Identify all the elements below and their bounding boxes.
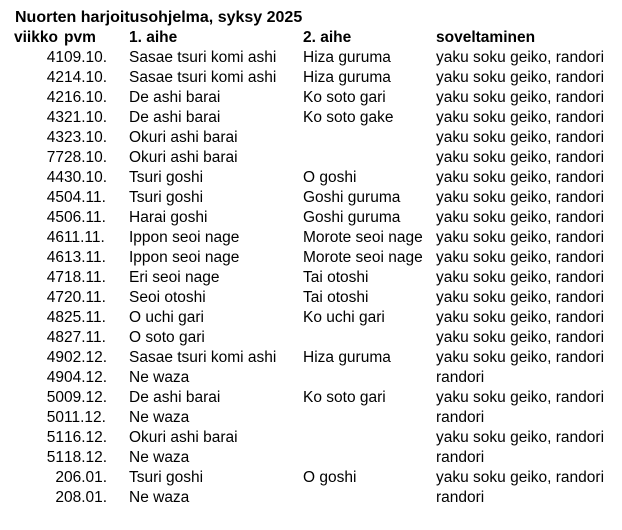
- table-row: [14, 288, 608, 308]
- table-row: [14, 348, 608, 368]
- cell-topic1: Okuri ashi barai: [129, 429, 238, 446]
- cell-week: 41: [46, 49, 64, 66]
- cell-week: 43: [46, 109, 64, 126]
- table-row: [14, 248, 608, 268]
- cell-date: 11.12.: [64, 409, 106, 426]
- cell-date: 20.11.: [64, 289, 106, 306]
- cell-week: 44: [46, 169, 64, 186]
- cell-topic2: Hiza guruma: [303, 69, 391, 86]
- schedule-title: Nuorten harjoitusohjelma, syksy 2025: [15, 9, 303, 26]
- cell-application: yaku soku geiko, randori: [436, 149, 605, 166]
- cell-application: randori: [436, 489, 485, 506]
- cell-topic1: Ippon seoi nage: [129, 229, 240, 246]
- cell-topic2: Ko soto gake: [303, 109, 394, 126]
- table-row: [14, 188, 608, 208]
- cell-topic1: Okuri ashi barai: [129, 129, 238, 146]
- cell-week: 51: [46, 429, 64, 446]
- cell-application: yaku soku geiko, randori: [436, 129, 605, 146]
- cell-topic2: [303, 328, 436, 348]
- table-row: [14, 208, 608, 228]
- cell-date: 09.10.: [64, 49, 108, 66]
- cell-application: yaku soku geiko, randori: [436, 169, 605, 186]
- cell-topic1: Ne waza: [129, 409, 190, 426]
- header-date: pvm: [64, 29, 96, 46]
- cell-topic2: Morote seoi nage: [303, 229, 423, 246]
- cell-topic2: Tai otoshi: [303, 289, 369, 306]
- cell-topic2: Ko uchi gari: [303, 309, 385, 326]
- cell-date: 11.11.: [64, 229, 105, 246]
- table-row: [14, 448, 608, 468]
- cell-topic2: Goshi guruma: [303, 209, 401, 226]
- schedule-table: [14, 28, 608, 508]
- cell-date: 21.10.: [64, 109, 108, 126]
- cell-topic1: Okuri ashi barai: [129, 149, 238, 166]
- cell-date: 06.11.: [64, 209, 106, 226]
- cell-date: 16.10.: [64, 89, 108, 106]
- table-row: [14, 128, 608, 148]
- table-row: [14, 148, 608, 168]
- cell-week: 51: [46, 449, 64, 466]
- table-row: [14, 408, 608, 428]
- cell-topic2: O goshi: [303, 169, 357, 186]
- cell-application: yaku soku geiko, randori: [436, 269, 605, 286]
- cell-topic2: [303, 448, 436, 468]
- header-topic2: 2. aihe: [303, 29, 352, 46]
- cell-topic1: De ashi barai: [129, 389, 221, 406]
- table-row: [14, 488, 608, 508]
- cell-date: 09.12.: [64, 389, 108, 406]
- cell-week: 46: [46, 229, 64, 246]
- cell-topic1: Tsuri goshi: [129, 469, 204, 486]
- table-row: [14, 468, 608, 488]
- cell-week: 77: [46, 149, 64, 166]
- cell-topic1: O uchi gari: [129, 309, 204, 326]
- cell-topic2: Ko soto gari: [303, 389, 386, 406]
- cell-application: yaku soku geiko, randori: [436, 189, 605, 206]
- cell-week: 50: [46, 389, 64, 406]
- cell-topic2: [303, 408, 436, 428]
- cell-week: 49: [46, 369, 64, 386]
- cell-topic2: [303, 368, 436, 388]
- cell-date: 30.10.: [64, 169, 108, 186]
- cell-application: yaku soku geiko, randori: [436, 349, 605, 366]
- cell-application: yaku soku geiko, randori: [436, 289, 605, 306]
- cell-topic1: Ne waza: [129, 489, 190, 506]
- table-row: [14, 88, 608, 108]
- cell-topic2: Hiza guruma: [303, 349, 391, 366]
- cell-application: yaku soku geiko, randori: [436, 89, 605, 106]
- cell-week: 45: [46, 189, 64, 206]
- cell-application: yaku soku geiko, randori: [436, 49, 605, 66]
- cell-date: 28.10.: [64, 149, 108, 166]
- cell-application: yaku soku geiko, randori: [436, 229, 605, 246]
- table-row: [14, 108, 608, 128]
- cell-topic2: Ko soto gari: [303, 89, 386, 106]
- cell-week: 50: [46, 409, 64, 426]
- cell-topic1: De ashi barai: [129, 109, 221, 126]
- cell-topic2: Tai otoshi: [303, 269, 369, 286]
- cell-week: 43: [46, 129, 64, 146]
- cell-application: yaku soku geiko, randori: [436, 469, 605, 486]
- cell-topic1: Tsuri goshi: [129, 169, 204, 186]
- cell-topic1: Ippon seoi nage: [129, 249, 240, 266]
- cell-application: randori: [436, 409, 485, 426]
- cell-application: yaku soku geiko, randori: [436, 249, 605, 266]
- table-row: [14, 328, 608, 348]
- cell-application: yaku soku geiko, randori: [436, 389, 605, 406]
- schedule-table-header: [14, 28, 608, 48]
- cell-topic2: Hiza guruma: [303, 49, 391, 66]
- header-row: [14, 28, 608, 48]
- cell-topic1: Ne waza: [129, 449, 190, 466]
- cell-week: 46: [46, 249, 64, 266]
- table-row: [14, 308, 608, 328]
- schedule-table-body: [14, 48, 608, 508]
- cell-date: 27.11.: [64, 329, 106, 346]
- cell-topic2: [303, 428, 436, 448]
- table-row: [14, 168, 608, 188]
- table-row: [14, 428, 608, 448]
- cell-date: 18.12.: [64, 449, 108, 466]
- cell-topic2: [303, 488, 436, 508]
- cell-topic1: Sasae tsuri komi ashi: [129, 69, 277, 86]
- cell-date: 18.11.: [64, 269, 106, 286]
- cell-date: 23.10.: [64, 129, 108, 146]
- cell-application: randori: [436, 369, 485, 386]
- cell-topic2: Morote seoi nage: [303, 249, 423, 266]
- cell-topic1: Harai goshi: [129, 209, 208, 226]
- cell-application: yaku soku geiko, randori: [436, 309, 605, 326]
- cell-application: yaku soku geiko, randori: [436, 69, 605, 86]
- cell-week: 47: [46, 269, 64, 286]
- table-row: [14, 228, 608, 248]
- cell-topic1: Ne waza: [129, 369, 190, 386]
- cell-application: yaku soku geiko, randori: [436, 329, 605, 346]
- cell-application: yaku soku geiko, randori: [436, 429, 605, 446]
- cell-week: 42: [46, 69, 64, 86]
- cell-week: 2: [55, 469, 64, 486]
- cell-topic1: De ashi barai: [129, 89, 221, 106]
- cell-topic1: Seoi otoshi: [129, 289, 206, 306]
- cell-date: 04.11.: [64, 189, 106, 206]
- cell-topic2: [303, 128, 436, 148]
- cell-week: 48: [46, 309, 64, 326]
- table-row: [14, 368, 608, 388]
- table-row: [14, 68, 608, 88]
- cell-week: 42: [46, 89, 64, 106]
- table-row: [14, 388, 608, 408]
- header-topic1: 1. aihe: [129, 29, 178, 46]
- cell-topic2: [303, 148, 436, 168]
- cell-topic1: O soto gari: [129, 329, 205, 346]
- cell-date: 04.12.: [64, 369, 108, 386]
- header-week: viikko: [14, 29, 58, 46]
- cell-application: yaku soku geiko, randori: [436, 109, 605, 126]
- cell-date: 08.01.: [64, 489, 108, 506]
- cell-date: 14.10.: [64, 69, 108, 86]
- cell-application: yaku soku geiko, randori: [436, 209, 605, 226]
- cell-week: 49: [46, 349, 64, 366]
- cell-topic1: Eri seoi nage: [129, 269, 220, 286]
- cell-date: 06.01.: [64, 469, 108, 486]
- table-row: [14, 268, 608, 288]
- cell-date: 16.12.: [64, 429, 108, 446]
- cell-week: 2: [55, 489, 64, 506]
- cell-week: 47: [46, 289, 64, 306]
- cell-topic1: Sasae tsuri komi ashi: [129, 49, 277, 66]
- cell-date: 13.11.: [64, 249, 106, 266]
- cell-date: 02.12.: [64, 349, 108, 366]
- cell-topic1: Sasae tsuri komi ashi: [129, 349, 277, 366]
- cell-application: randori: [436, 449, 485, 466]
- cell-week: 48: [46, 329, 64, 346]
- cell-topic1: Tsuri goshi: [129, 189, 204, 206]
- cell-week: 45: [46, 209, 64, 226]
- header-application: soveltaminen: [436, 29, 536, 46]
- cell-date: 25.11.: [64, 309, 106, 326]
- cell-topic2: O goshi: [303, 469, 357, 486]
- table-row: [14, 48, 608, 68]
- cell-topic2: Goshi guruma: [303, 189, 401, 206]
